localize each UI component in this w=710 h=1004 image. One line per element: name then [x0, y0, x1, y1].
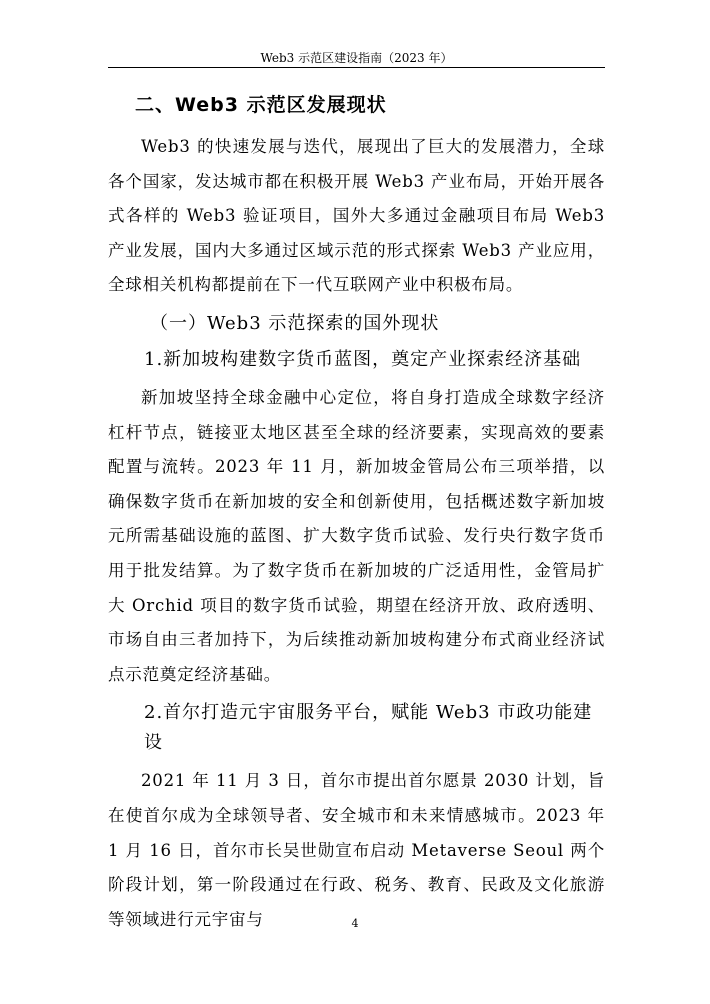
intro-paragraph: Web3 的快速发展与迭代，展现出了巨大的发展潜力，全球各个国家，发达城市都在积极开展 Web3 产业布局，开始开展各式各样的 Web3 验证项目，国外大多通过金融项目布局 Web3 产业发展，国内大多通过区域示范的形式探索 Web3 产业应用，全球相关机构都提前在下一代互联网产业中积极布局。: [108, 137, 605, 295]
subsection-heading: （一）Web3 示范探索的国外现状: [150, 312, 440, 334]
item-heading-seoul: 2.首尔打造元宇宙服务平台，赋能 Web3 市政功能建设: [144, 702, 593, 754]
running-header: Web3 示范区建设指南（2023 年）: [260, 51, 453, 65]
page-body: [108, 90, 605, 937]
page-number: 4: [351, 917, 359, 930]
item-heading-singapore: 1.新加坡构建数字货币蓝图，奠定产业探索经济基础: [144, 348, 582, 370]
header-rule: [108, 67, 605, 68]
item-body-singapore: 新加坡坚持全球金融中心定位，将自身打造成全球数字经济杠杆节点，链接亚太地区甚至全球的经济要素，实现高效的要素配置与流转。2023 年 11 月，新加坡金管局公布三项举措，以确保数字货币在新加坡的安全和创新使用，包括概述数字新加坡元所需基础设施的蓝图、扩大数字货币试验、发行央行数字货币用于批发结算。为了数字货币在新加坡的广泛适用性，金管局扩大 Orchid 项目的数字货币试验，期望在经济开放、政府透明、市场自由三者加持下，为后续推动新加坡构建分布式商业经济试点示范奠定经济基础。: [108, 387, 605, 684]
item-body-seoul: 2021 年 11 月 3 日，首尔市提出首尔愿景 2030 计划，旨在使首尔成为全球领导者、安全城市和未来情感城市。2023 年 1 月 16 日，首尔市长吴世勋宣布启动 Metaverse Seoul 两个阶段计划，第一阶段通过在行政、税务、教育、民政及文化旅游等领域进行元宇宙与: [108, 771, 605, 929]
section-heading: 二、Web3 示范区发展现状: [135, 94, 387, 116]
